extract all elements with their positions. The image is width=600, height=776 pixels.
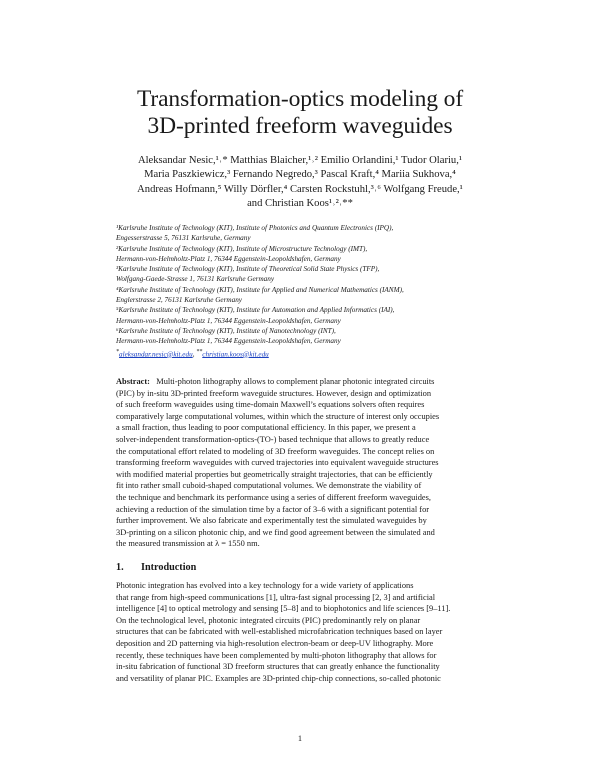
affiliation-line: ³Karlsruhe Institute of Technology (KIT), Institute of Theoretical Solid State Physics (TFP), <box>116 265 380 274</box>
body-line: that range from high-speed communications [1], ultra-fast signal processing [2, 3] and artificial <box>116 592 436 602</box>
body-line: structures that can be fabricated with well-established microfabrication techniques based on layer <box>116 627 443 637</box>
abstract-line: the measured transmission at λ = 1550 nm. <box>116 539 260 549</box>
abstract-line <box>116 376 488 388</box>
abstract-line: fit into rather small cuboid-shaped computational volumes. We demonstrate the viability of <box>116 481 422 491</box>
abstract-first-line: Multi-photon lithography allows to complement planar photonic integrated circuits <box>156 377 435 386</box>
author-line: Aleksandar Nesic,¹˒* Matthias Blaicher,¹˒² Emilio Orlandini,¹ Tudor Olariu,¹ <box>137 155 463 166</box>
affiliation-line: Englerstrasse 2, 76131 Karlsruhe Germany <box>116 296 242 305</box>
affiliation-line: ⁶Karlsruhe Institute of Technology (KIT), Institute of Nanotechnology (INT), <box>116 326 336 335</box>
abstract-label: Abstract: <box>116 377 150 386</box>
introduction-text <box>116 580 488 684</box>
author-line: Andreas Hofmann,⁵ Willy Dörfler,⁴ Carsten Rockstuhl,³˒⁶ Wolfgang Freude,¹ <box>137 183 463 195</box>
title-line: 3D-printed freeform waveguides <box>147 113 453 139</box>
abstract-line: with modified material properties but geometrically straight trajectories, that can be efficiently <box>116 469 433 479</box>
affiliation-line: ⁵Karlsruhe Institute of Technology (KIT), Institute for Automation and Applied Informatics (IAI), <box>116 306 395 315</box>
affiliation-line: Wolfgang-Gaede-Strasse 1, 76131 Karlsruhe Germany <box>116 275 275 284</box>
abstract-line: a small fraction, thus leading to poor computational efficiency. In this paper, we present a <box>116 423 416 433</box>
body-line: deposition and 2D patterning via high-resolution electron-beam or deep-UV lithography. More <box>116 638 434 648</box>
abstract-line: further improvement. We also fabricate and experimentally test the simulated waveguides by <box>116 516 427 526</box>
section-number: 1. <box>116 562 124 573</box>
author-line: and Christian Koos¹˒²˒** <box>247 197 353 209</box>
body-line: intelligence [4] to optical metrology and sensing [5–8] and to biophotonics and life sciences [9–11]. <box>116 604 451 614</box>
title-line: Transformation-optics modeling of <box>136 86 464 112</box>
abstract-line: the computational effort related to modeling of 3D freeform waveguides. The concept relies on <box>116 446 435 456</box>
affiliation-line: ¹Karlsruhe Institute of Technology (KIT), Institute of Photonics and Quantum Electronics (IPQ), <box>116 224 394 232</box>
section-title: Introduction <box>141 562 197 573</box>
email-marker: * <box>116 348 119 355</box>
body-line: in-situ fabrication of functional 3D freeform structures that can greatly enhance the functionality <box>116 662 440 672</box>
paper-title <box>60 86 540 140</box>
abstract-line: (PIC) by in-situ 3D-printed freeform waveguide structures. However, design and optimization <box>116 388 432 398</box>
email-link-koos[interactable]: christian.koos@kit.edu <box>202 349 269 358</box>
abstract-line: achieving a reduction of the simulation time by a factor of 3–6 with a significant potential for <box>116 504 430 514</box>
author-list <box>60 154 540 211</box>
affiliation-line: Engesserstrasse 5, 76131 Karlsruhe, Germany <box>116 234 251 243</box>
body-line: On the technological level, photonic integrated circuits (PIC) predominantly rely on planar <box>116 615 421 625</box>
page-number: 1 <box>297 734 303 743</box>
abstract <box>116 376 488 550</box>
email-line <box>116 347 536 360</box>
abstract-line: comparatively large computational volumes, within which the structure of interest only occupies <box>116 411 440 421</box>
affiliation-line: Hermann-von-Helmholtz-Platz 1, 76344 Eggenstein-Leopoldshafen, Germany <box>116 254 341 263</box>
author-line: Maria Paszkiewicz,³ Fernando Negredo,³ Pascal Kraft,⁴ Mariia Sukhova,⁴ <box>144 169 456 181</box>
affiliation-line: Hermann-von-Helmholtz-Platz 1, 76344 Eggenstein-Leopoldshafen, Germany <box>116 316 341 325</box>
body-line: and versatility of planar PIC. Examples are 3D-printed chip-chip connections, so-called photonic <box>116 673 441 683</box>
affiliation-line: ⁴Karlsruhe Institute of Technology (KIT), Institute for Applied and Numerical Mathematics (IANM), <box>116 285 404 294</box>
abstract-line: of such freeform waveguides using time-domain Maxwell’s equations solvers often requires <box>116 400 425 410</box>
abstract-line: solver-independent transformation-optics-(TO-) based technique that allows to greatly reduce <box>116 434 430 444</box>
abstract-line: transforming freeform waveguides with curved trajectories into equivalent waveguide structures <box>116 458 439 468</box>
affiliation-line: Hermann-von-Helmholtz-Platz 1, 76344 Eggenstein-Leopoldshafen, Germany <box>116 337 341 346</box>
abstract-line: the technique and benchmark its performance using a series of different freeform waveguides, <box>116 492 431 502</box>
body-line: recently, these techniques have been complemented by multi-photon lithography that allows for <box>116 650 437 660</box>
email-link-nesic[interactable]: aleksandar.nesic@kit.edu <box>119 349 193 358</box>
email-separator: , <box>192 349 197 358</box>
section-heading <box>116 562 196 573</box>
email-marker: ** <box>196 348 203 355</box>
abstract-line: 3D-printing on a silicon photonic chip, and we find good agreement between the simulated and <box>116 527 435 537</box>
body-line: Photonic integration has evolved into a key technology for a wide variety of applications <box>116 581 414 590</box>
affiliation-line: ²Karlsruhe Institute of Technology (KIT), Institute of Microstructure Technology (IMT), <box>116 244 368 253</box>
affiliation-list <box>116 223 536 359</box>
